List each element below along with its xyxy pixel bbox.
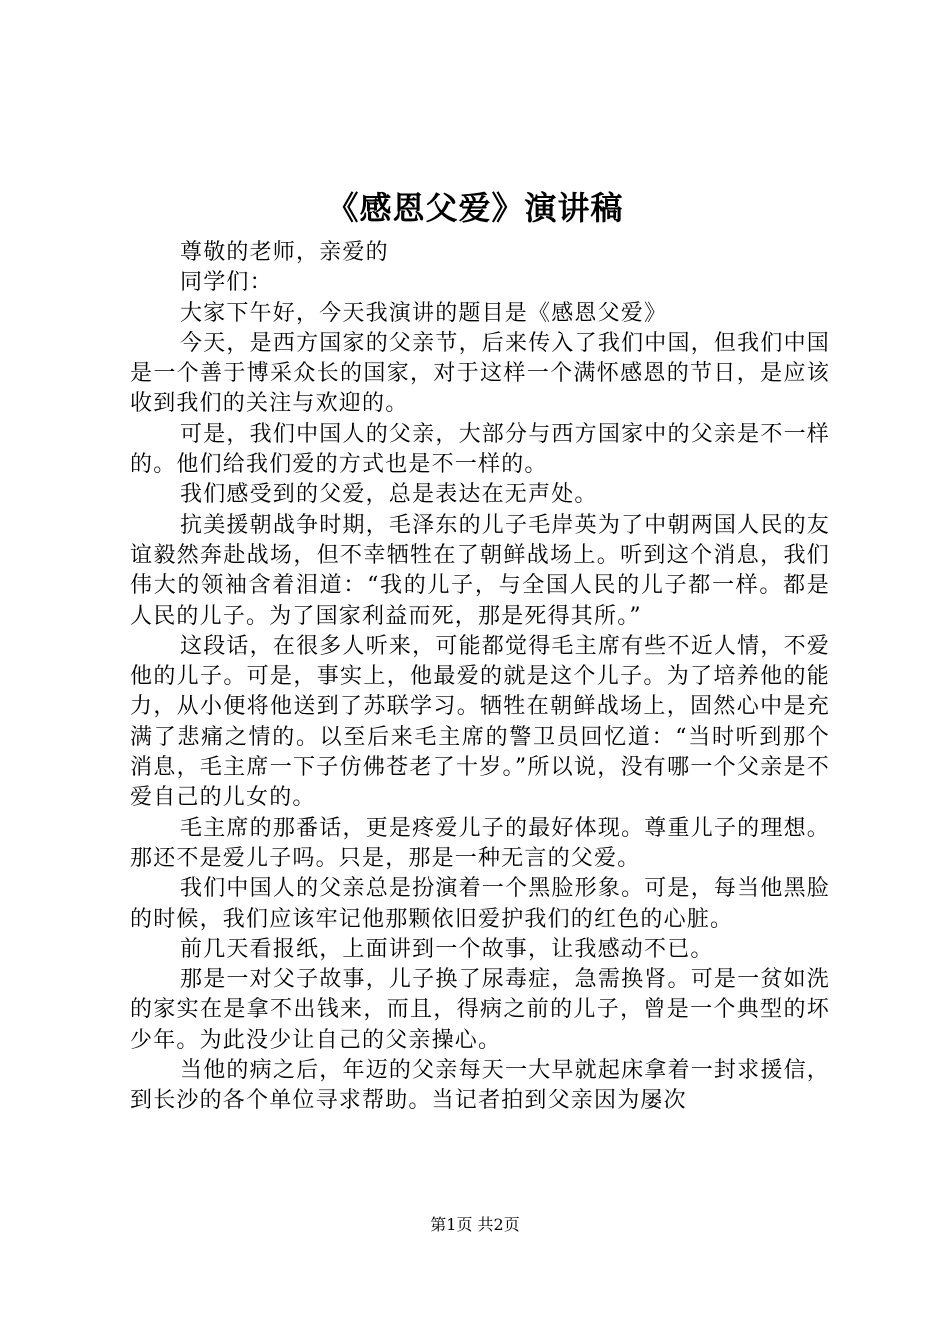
paragraph: 那是一对父子故事，儿子换了尿毒症，急需换肾。可是一贫如洗的家实在是拿不出钱来，而且，得病之前的儿子，曾是一个典型的坏少年。为此没少让自己的父亲操心。: [130, 967, 830, 1053]
paragraph: 可是，我们中国人的父亲，大部分与西方国家中的父亲是不一样的。他们给我们爱的方式也是不一样的。: [130, 421, 830, 478]
paragraph: 同学们：: [180, 270, 273, 296]
paragraph: 大家下午好，今天我演讲的题目是《感恩父爱》: [180, 300, 668, 326]
page-number-footer: 第1页 共2页: [430, 1215, 520, 1234]
paragraph: 当他的病之后，年迈的父亲每天一大早就起床拿着一封求援信，到长沙的各个单位寻求帮助。当记者拍到父亲因为屡次: [130, 1058, 830, 1114]
paragraph: 今天，是西方国家的父亲节，后来传入了我们中国，但我们中国是一个善于博采众长的国家，对于这样一个满怀感恩的节日，是应该收到我们的关注与欢迎的。: [130, 330, 830, 417]
paragraph: 前几天看报纸，上面讲到一个故事，让我感动不已。: [180, 936, 714, 962]
paragraph: 我们感受到的父爱，总是表达在无声处。: [180, 482, 598, 508]
paragraph: 毛主席的那番话，更是疼爱儿子的最好体现。尊重儿子的理想。那还不是爱儿子吗。只是，那是一种无言的父爱。: [130, 815, 830, 871]
paragraph: 这段话，在很多人听来，可能都觉得毛主席有些不近人情，不爱他的儿子。可是，事实上，他最爱的就是这个儿子。为了培养他的能力，从小便将他送到了苏联学习。牺牲在朝鲜战场上，固然心中是充满了悲痛之情的。以至后来毛主席的警卫员回忆道：“当时听到那个消息，毛主席一下子仿佛苍老了十岁。”所以说，没有哪一个父亲是不爱自己的儿女的。: [130, 633, 830, 811]
paragraph: 抗美援朝战争时期，毛泽东的儿子毛岸英为了中朝两国人民的友谊毅然奔赴战场，但不幸牺牲在了朝鲜战场上。听到这个消息，我们伟大的领袖含着泪道：“我的儿子，与全国人民的儿子都一样。都是人民的儿子。为了国家利益而死，那是死得其所。”: [130, 512, 830, 629]
document-body: [130, 238, 830, 1117]
document-title: 《感恩父爱》演讲稿: [326, 189, 624, 227]
paragraph: 尊敬的老师，亲爱的: [180, 240, 389, 265]
paragraph: 我们中国人的父亲总是扮演着一个黑脸形象。可是，每当他黑脸的时候，我们应该牢记他那颗依旧爱护我们的红色的心脏。: [130, 876, 830, 932]
